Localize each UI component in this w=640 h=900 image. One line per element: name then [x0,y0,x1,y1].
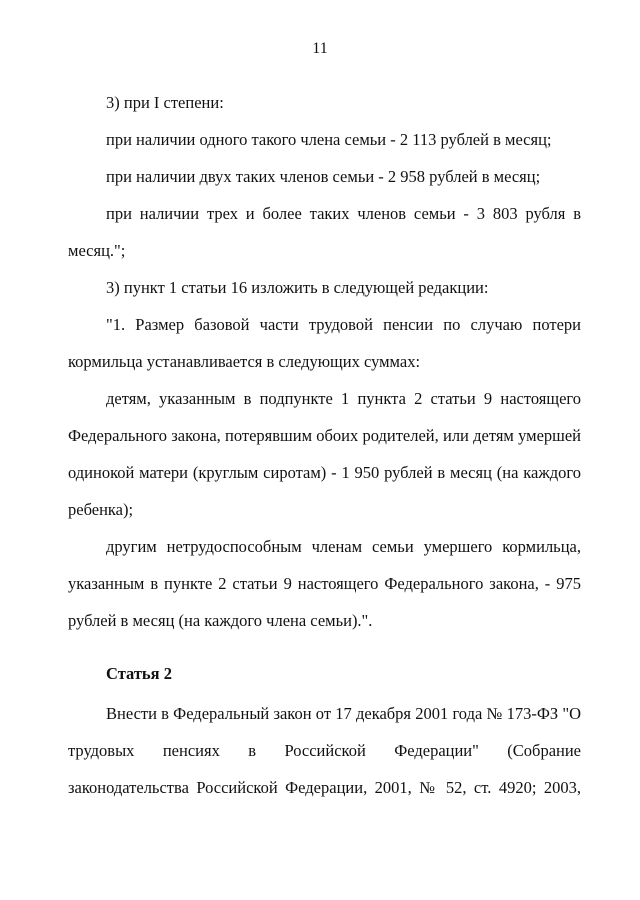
paragraph-other-members: другим нетрудоспособным членам семьи умершего кормильца, указанным в пункте 2 статьи 9 настоящего Федерального закона, - 975 рублей в месяц (на каждого члена семьи).". [68,537,581,630]
paragraph-three-members: при наличии трех и более таких членов семьи - 3 803 рубля в месяц."; [68,204,581,260]
paragraph-degree-1: 3) при I степени: [106,93,224,112]
paragraph-item-3: 3) пункт 1 статьи 16 изложить в следующей редакции: [106,278,489,297]
paragraph-article-16-point-1: "1. Размер базовой части трудовой пенсии по случаю потери кормильца устанавливается в следующих суммах: [68,315,581,371]
paragraph-orphans: детям, указанным в подпункте 1 пункта 2 статьи 9 настоящего Федерального закона, потерявшим обоих родителей, или детям умершей одинокой матери (круглым сиротам) - 1 950 рублей в месяц (на каждого ребенка); [68,389,581,519]
paragraph-one-member: при наличии одного такого члена семьи - 2 113 рублей в месяц; [106,130,552,149]
article-2-text: Внести в Федеральный закон от 17 декабря 2001 года № 173-ФЗ "О трудовых пенсиях в Российской Федерации" (Собрание законодательства Российской Федерации, 2001, № 52, ст. 4920; 2003, [68,704,581,797]
paragraph-two-members: при наличии двух таких членов семьи - 2 958 рублей в месяц; [106,167,541,186]
page-number: 11 [312,40,328,57]
article-heading: Статья 2 [106,664,172,683]
document-body [68,84,581,806]
